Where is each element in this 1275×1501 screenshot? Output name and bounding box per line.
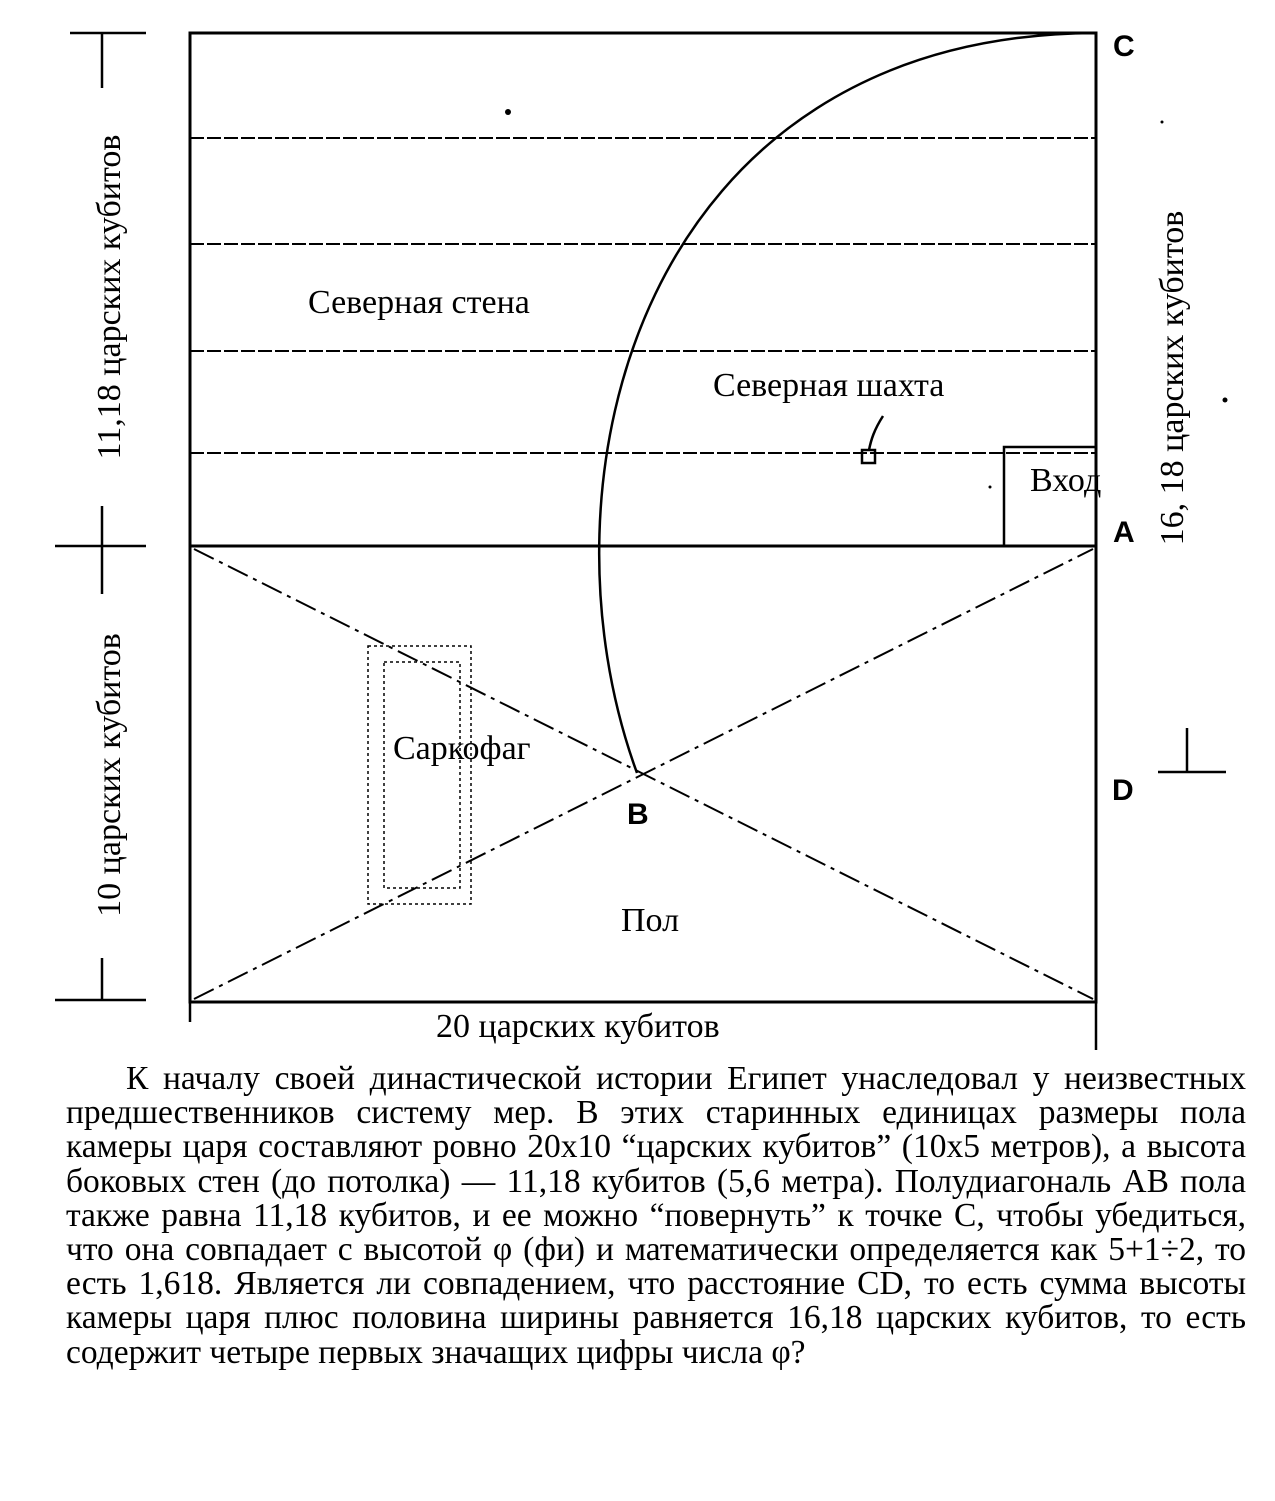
speck (989, 486, 992, 489)
speck (1223, 398, 1228, 403)
entrance-label: Вход (1030, 462, 1102, 499)
half-width-label: 10 царских кубитов (91, 633, 128, 917)
point-b-label: B (627, 798, 649, 831)
sarcophagus-outline (368, 646, 471, 904)
point-d-label: D (1112, 774, 1134, 807)
floor-label: Пол (621, 902, 680, 939)
caption-paragraph: К началу своей династической истории Египет унаследовал у неизвестных предшественников систему мер. В этих старинных единицах размеры пола камеры царя составляют ровно 20x10 “царских кубитов” (10x5 метров), а высота боковых стен (до потолка) — 11,18 кубитов (5,6 метра). Полудиагональ AB пола также равна 11,18 кубитов, и ее можно “повернуть” к точке C, чтобы убедиться, что она совпадает с высотой φ (фи) и математически определяется как 5+1÷2, то есть 1,618. Является ли совпадением, что расстояние CD, то есть сумма высоты камеры царя плюс половина ширины равняется 16,18 царских кубитов, то есть содержит четыре первых значащих цифры числа φ? (66, 1060, 1246, 1371)
north-wall-label: Северная стена (308, 284, 530, 321)
cd-label: 16, 18 царских кубитов (1154, 210, 1191, 546)
height-label: 11,18 царских кубитов (91, 134, 128, 460)
d-tick-mark (1158, 728, 1226, 772)
speck (505, 109, 511, 115)
point-c-label: C (1113, 30, 1135, 63)
sarcophagus-label: Саркофаг (393, 730, 531, 767)
width-label: 20 царских кубитов (436, 1008, 720, 1045)
speck (1161, 121, 1164, 124)
north-shaft-marker (862, 416, 883, 463)
point-a-label: A (1113, 516, 1135, 549)
north-shaft-label: Северная шахта (713, 367, 945, 404)
